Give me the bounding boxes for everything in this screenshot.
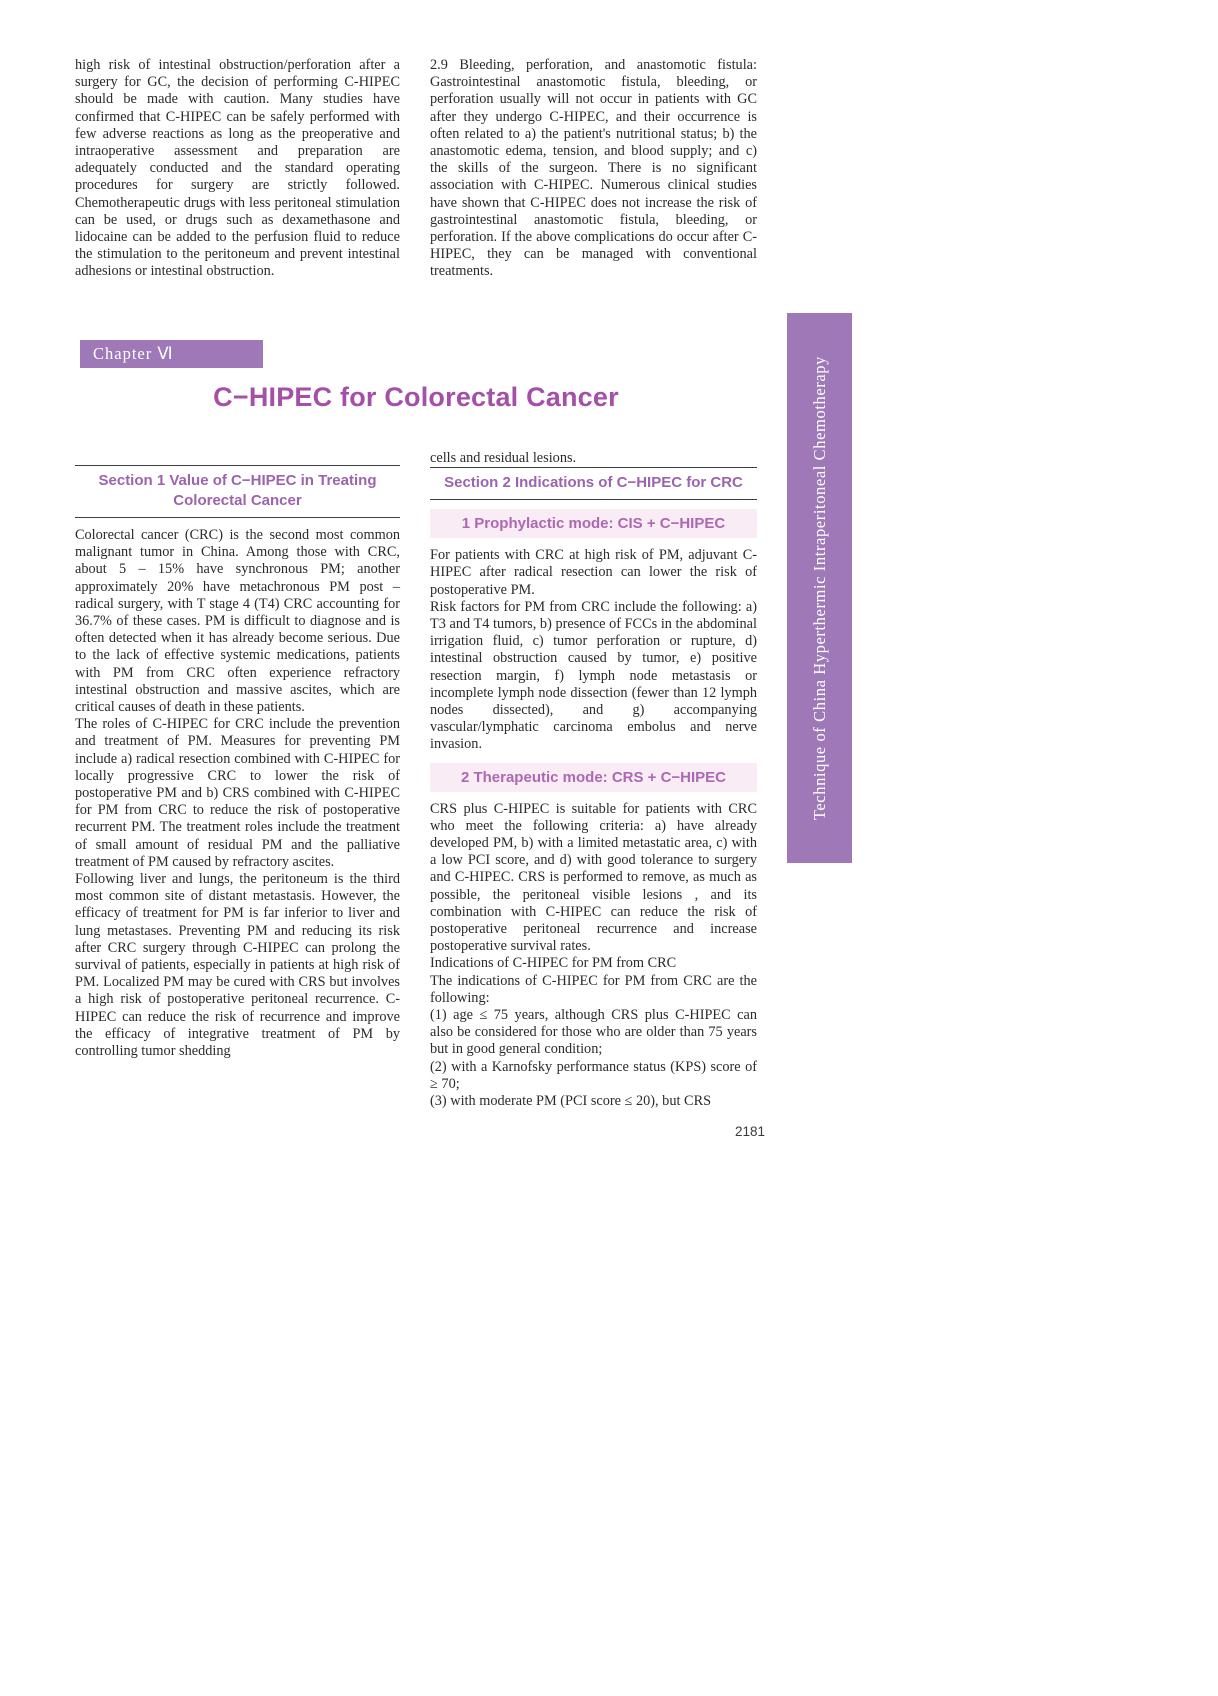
chapter-banner (80, 340, 263, 368)
continuation-line: cells and residual lesions. (430, 450, 577, 466)
section1-column (75, 465, 400, 1060)
paragraph: The roles of C-HIPEC for CRC include the prevention and treatment of PM. Measures for preventing PM include a) radical resection combined with C-HIPEC for locally progressive CRC to lower the risk of postoperative PM and b) CRS combined with C-HIPEC for PM from CRC to reduce the risk of postoperative recurrent PM. The treatment roles include the treatment of small amount of residual PM and the palliative treatment of PM caused by refractory ascites. (75, 716, 400, 870)
side-tab-label: Technique of China Hyperthermic Intraperitoneal Chemotherapy (809, 355, 829, 821)
top-right-continuation-paragraph (430, 57, 757, 281)
paragraph: (2) with a Karnofsky performance status (KPS) score of ≥ 70; (430, 1058, 757, 1092)
side-tab (787, 313, 852, 863)
section2-heading: Section 2 Indications of C−HIPEC for CRC (430, 467, 757, 500)
paragraph: high risk of intestinal obstruction/perforation after a surgery for GC, the decision of performing C-HIPEC should be made with caution. Many studies have confirmed that C-HIPEC can be safely performed with few adverse reactions as long as the preoperative and intraoperative assessment and preparation are adequately conducted and the standard operating procedures for surgery are strictly followed. Chemotherapeutic drugs with less peritoneal stimulation can be used, or drugs such as dexamethasone and lidocaine can be added to the perfusion fluid to reduce the stimulation to the peritoneum and prevent intestinal adhesions or intestinal obstruction. (75, 57, 400, 280)
paragraph: For patients with CRC at high risk of PM, adjuvant C-HIPEC after radical resection can lower the risk of postoperative PM. (430, 547, 757, 598)
subsection1-heading: 1 Prophylactic mode: CIS + C−HIPEC (430, 509, 757, 538)
paragraph: Risk factors for PM from CRC include the following: a) T3 and T4 tumors, b) presence of FCCs in the abdominal irrigation fluid, c) tumor perforation or rupture, d) intestinal obstruction caused by tumor, e) positive resection margin, f) lymph node metastasis or incomplete lymph node dissection (fewer than 12 lymph nodes dissected), and g) accompanying vascular/lymphatic carcinoma embolus and nerve invasion. (430, 598, 757, 753)
subsection2-heading: 2 Therapeutic mode: CRS + C−HIPEC (430, 763, 757, 792)
section2-column (430, 450, 757, 1110)
chapter-banner-label: Chapter Ⅵ (93, 344, 174, 363)
paragraph: (1) age ≤ 75 years, although CRS plus C-HIPEC can also be considered for those who are older than 75 years but in good general condition; (430, 1007, 757, 1058)
paragraph: Indications of C-HIPEC for PM from CRC (430, 955, 677, 972)
chapter-title: C−HIPEC for Colorectal Cancer (213, 382, 619, 412)
paragraph: Colorectal cancer (CRC) is the second most common malignant tumor in China. Among those with CRC, about 5 – 15% have synchronous PM; another approximately 20% have metachronous PM post – radical surgery, with T stage 4 (T4) CRC accounting for 36.7% of these cases. PM is difficult to diagnose and is often detected when it has already become serious. Due to the lack of effective systemic medications, patients with PM from CRC often experience refractory intestinal obstruction and massive ascites, which are critical causes of death in these patients. (75, 527, 400, 716)
paragraph: 2.9 Bleeding, perforation, and anastomotic fistula: Gastrointestinal anastomotic fistula, bleeding, or perforation usually will not occur in patients with GC after they undergo C-HIPEC, and their occurrence is often related to a) the patient's nutritional status; b) the anastomotic edema, tension, and blood supply; and c) the skills of the surgeon. There is no significant association with C-HIPEC. Numerous clinical studies have shown that C-HIPEC does not increase the risk of gastrointestinal anastomotic fistula, bleeding, or perforation. If the above complications do occur after C-HIPEC, they can be managed with conventional treatments. (430, 57, 757, 280)
section1-body (75, 527, 400, 1060)
paragraph: (3) with moderate PM (PCI score ≤ 20), but CRS (430, 1093, 712, 1110)
page-number: 2181 (734, 1124, 766, 1139)
paragraph: The indications of C-HIPEC for PM from CRC are the following: (430, 972, 757, 1006)
paragraph: Following liver and lungs, the peritoneum is the third most common site of distant metastasis. However, the efficacy of treatment for PM is far inferior to liver and lung metastases. Preventing PM and reducing its risk after CRC surgery through C-HIPEC can prolong the survival of patients, especially in patients at high risk of PM. Localized PM may be cured with CRS but involves a high risk of postoperative peritoneal recurrence. C-HIPEC can reduce the risk of recurrence and improve the efficacy of integrative treatment of PM by controlling tumor shedding (75, 871, 400, 1060)
section1-heading: Section 1 Value of C−HIPEC in Treating Colorectal Cancer (75, 465, 400, 518)
paragraph: CRS plus C-HIPEC is suitable for patients with CRC who meet the following criteria: a) have already developed PM, b) with a limited metastatic area, c) with a low PCI score, and d) with good tolerance to surgery and C-HIPEC. CRS is performed to remove, as much as possible, the peritoneal visible lesions , and its combination with C-HIPEC can reduce the risk of postoperative peritoneal recurrence and increase postoperative survival rates. (430, 800, 757, 955)
top-left-continuation-paragraph (75, 57, 400, 281)
